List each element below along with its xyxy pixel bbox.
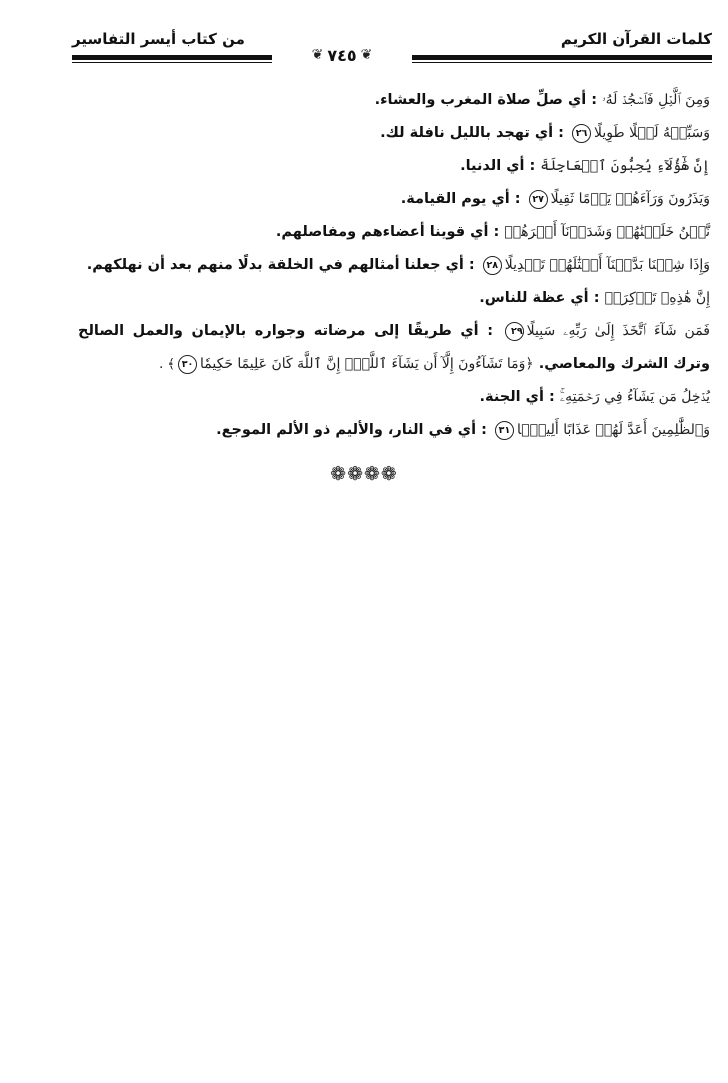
verse-number-marker: ٣١ [495,421,514,440]
glossary-entry [78,249,710,282]
closing-bracket: ﴾ . [159,357,175,372]
explanation: : أي تهجد بالليل نافلة لك. [380,125,570,141]
explanation: : أي يوم القيامة. [400,191,526,207]
ornament-icon: ❦ [311,47,324,63]
glossary-entry [78,315,710,348]
explanation: : أي طريقًا إلى مرضاته وجواره بالإيمان والعمل الصالح [78,323,502,339]
explanation: : أي جعلنا أمثالهم في الخلقة بدلًا منهم بعد أن نهلكهم. [86,257,480,273]
glossary-entry [78,117,710,150]
glossary-entry [78,381,710,414]
explanation: : أي الدنيا. [460,158,541,174]
explanation: : أي في النار، والأليم ذو الألم الموجع. [216,422,492,438]
glossary-entry [78,84,710,117]
verse-number-marker: ٢٩ [505,322,524,341]
verse-number-marker: ٣٠ [178,355,197,374]
verse-number-marker: ٢٧ [529,190,548,209]
glossary-entry [78,150,710,183]
page-number: ٧٤٥ [327,45,357,65]
quran-phrase: فَمَن شَآءَ ٱتَّخَذَ إِلَىٰ رَبِّهِۦ سَبِيلًا [526,323,710,339]
header-source-title: من كتاب أيسر التفاسير [72,30,245,48]
ornament-icon: ❦ [360,47,373,63]
quran-phrase: وَمِنَ ٱلَّيۡلِ فَٱسۡجُدۡ لَهُۥ [602,92,710,108]
explanation: : أي الجنة. [479,389,560,405]
header-book-title: كلمات القرآن الكريم [560,30,712,48]
quran-phrase: إِنَّ هَٰذِهِۦ تَذۡكِرَةٞ [604,290,710,306]
quran-phrase: يُدۡخِلُ مَن يَشَآءُ فِي رَحۡمَتِهِۦۚ [559,389,710,405]
glossary-entry [78,183,710,216]
quran-phrase: نَّحۡنُ خَلَقۡنَٰهُمۡ وَشَدَدۡنَآ أَسۡرَهُمۡ [504,224,710,240]
explanation: : أي عظة للناس. [479,290,605,306]
section-end-ornament: ❁❁❁❁ [330,463,398,485]
explanation: وترك الشرك والمعاصي. [533,356,710,372]
glossary-entry-continuation [78,348,710,381]
quran-phrase: وَٱلظَّٰلِمِينَ أَعَدَّ لَهُمۡ عَذَابًا أَلِيمَۢا [516,422,710,438]
glossary-entry [78,282,710,315]
page-number-frame [272,42,412,68]
quran-phrase: وَيَذَرُونَ وَرَآءَهُمۡ يَوۡمًا ثَقِيلًا [550,191,710,207]
quran-verse-quote: ﴿وَمَا تَشَآءُونَ إِلَّآ أَن يَشَآءَ ٱللَّهُۚ إِنَّ ٱللَّهَ كَانَ عَلِيمًا حَكِيمٗا [200,356,534,372]
verse-number-marker: ٢٨ [483,256,502,275]
explanation: : أي صلِّ صلاة المغرب والعشاء. [374,92,603,108]
quran-phrase: وَسَبِّحۡهُ لَيۡلًا طَوِيلًا [594,125,710,141]
glossary-entry [78,216,710,249]
explanation: : أي قوينا أعضاءهم ومفاصلهم. [275,224,505,240]
glossary-entry [78,414,710,447]
glossary-body [78,84,710,447]
verse-number-marker: ٢٦ [572,124,591,143]
quran-phrase: وَإِذَا شِئۡنَا بَدَّلۡنَآ أَمۡثَٰلَهُمۡ تَبۡدِيلًا [504,257,710,273]
quran-phrase: إِنَّ هَٰٓؤُلَآءِ يُحِبُّونَ ٱلۡعَاجِلَةَ [540,158,710,174]
